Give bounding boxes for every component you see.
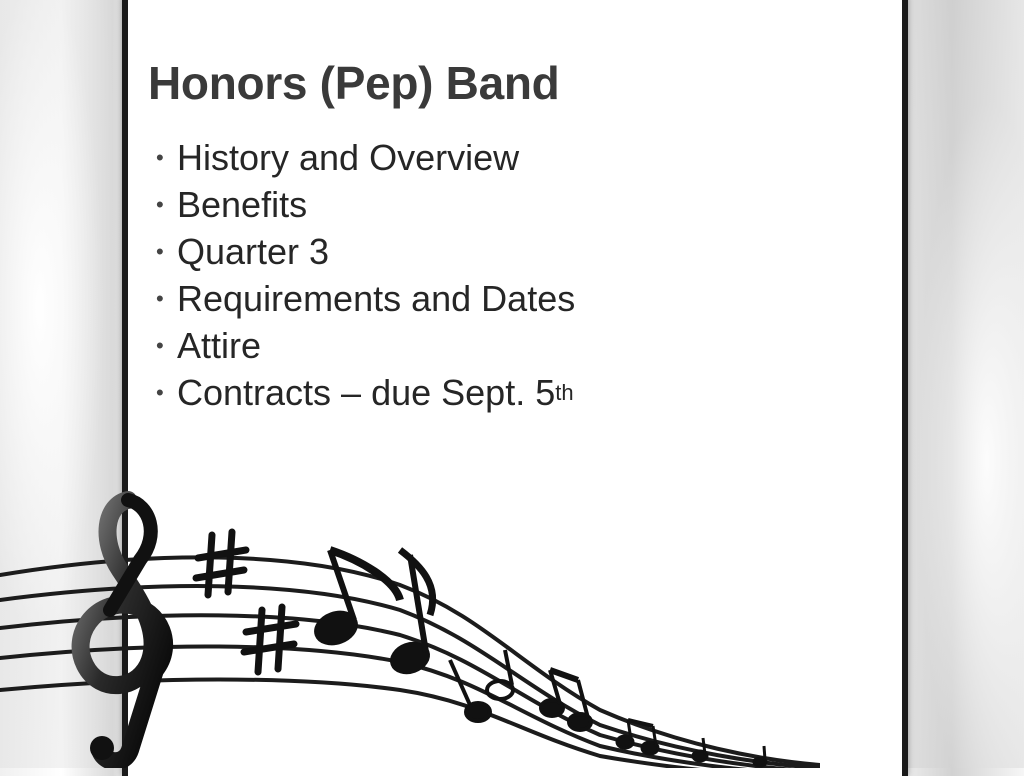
bullet-icon: •	[156, 285, 164, 311]
bullet-icon: •	[156, 332, 164, 358]
bullet-text: History and Overview	[177, 136, 520, 178]
list-item	[156, 134, 575, 181]
background-swirl-right	[899, 0, 1024, 768]
list-item	[156, 228, 575, 275]
bullet-icon: •	[156, 238, 164, 264]
bullet-text: Contracts – due Sept. 5	[177, 371, 556, 413]
bullet-icon: •	[156, 379, 164, 405]
list-item	[156, 181, 575, 228]
bullet-text: Requirements and Dates	[177, 277, 576, 319]
bullet-text: Attire	[177, 324, 262, 366]
music-staff-icon	[0, 480, 820, 768]
bullet-icon: •	[156, 144, 164, 170]
bullet-list	[156, 134, 575, 416]
bullet-text: Benefits	[177, 183, 308, 225]
bullet-icon: •	[156, 191, 164, 217]
treble-clef-icon	[81, 500, 165, 761]
bullet-text: Quarter 3	[177, 230, 330, 272]
list-item	[156, 322, 575, 369]
list-item: • Contracts – due Sept. 5 th	[156, 371, 574, 413]
list-item	[156, 275, 575, 322]
slide-title: Honors (Pep) Band	[148, 57, 560, 109]
